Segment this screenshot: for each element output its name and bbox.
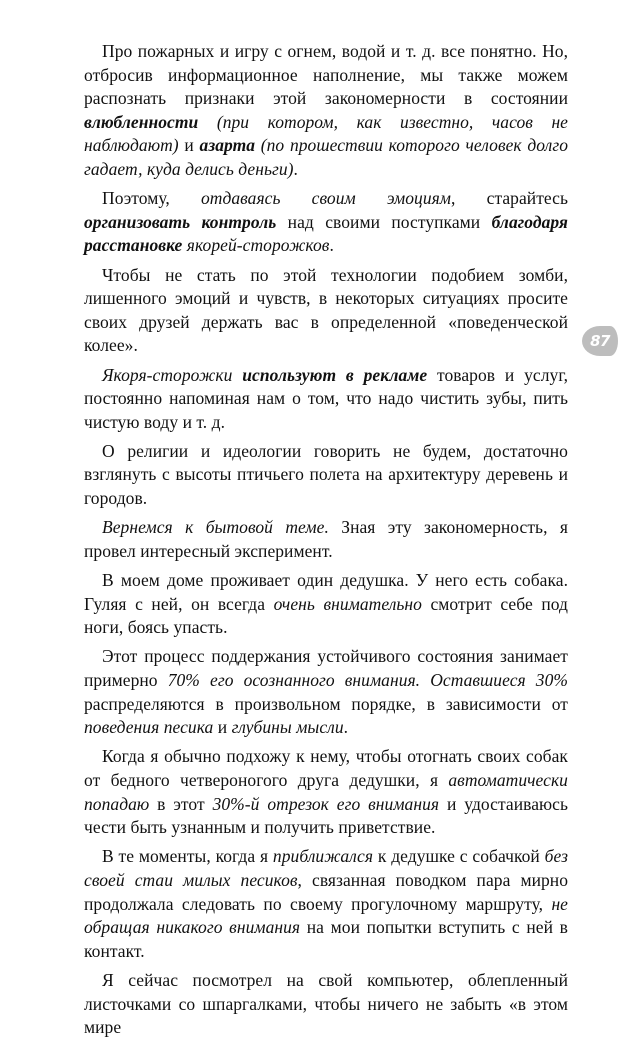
text-segment: азарта xyxy=(199,135,256,156)
text-segment: Зная эту закономерность, я провел интересный эксперимент. xyxy=(84,517,568,561)
text-segment: распределяются в произвольном порядке, в зависимости от xyxy=(84,693,568,714)
text-segment xyxy=(232,365,242,385)
paragraph-p5 xyxy=(84,440,568,511)
text-segment: , связанная поводком пара мирно продолжала следовать по своему прогулочному маршруту, xyxy=(84,869,568,914)
page-number-badge xyxy=(582,326,618,356)
text-segment: смотрит себе под ноги, боясь упасть. xyxy=(84,593,568,638)
text-segment: Я сейчас посмотрел на свой компьютер, облепленный листочками со шпаргалками, чтобы ничего не забыть «в этом мире xyxy=(84,969,568,1038)
text-segment: приближался xyxy=(272,846,374,867)
text-segment: используют в рекламе xyxy=(242,364,428,385)
text-segment: 30%-й отрезок его внимания xyxy=(212,793,440,814)
text-segment: и xyxy=(178,135,200,156)
text-segment: товаров и услуг, постоянно напоминая нам о том, что надо чистить зубы, пить чистую воду и т. д. xyxy=(84,364,569,432)
text-segment: В моем доме проживает один дедушка. У него есть собака. Гуляя с ней, он всегда xyxy=(84,570,568,614)
paragraph-p3 xyxy=(84,264,568,358)
text-segment: влюбленности xyxy=(84,111,199,132)
paragraph-p2 xyxy=(84,187,568,258)
text-segment: очень внимательно xyxy=(273,593,422,614)
paragraph-p10 xyxy=(84,845,568,963)
text-segment: к дедушке с собачкой xyxy=(373,846,545,867)
text-segment: Поэтому, xyxy=(102,188,201,209)
text-segment: О религии и идеологии говорить не будем, достаточно взглянуть с высоты птичьего полета на архитектуру деревень и городов. xyxy=(84,440,568,509)
text-segment: автоматически попадаю xyxy=(84,769,568,814)
text-segment: Якоря-сторожки xyxy=(102,364,233,385)
text-segment: , старайтесь xyxy=(451,188,569,209)
text-segment: благодаря расстановке xyxy=(84,211,569,256)
text-segment: глубины мысли xyxy=(231,717,344,738)
text-segment: в этот xyxy=(149,793,213,814)
text-segment: отдаваясь своим эмоциям xyxy=(200,188,452,209)
text-segment: на мои попытки вступить с ней в контакт. xyxy=(84,917,568,961)
text-segment: над своими поступками xyxy=(276,211,492,232)
paragraph-p9 xyxy=(84,745,568,839)
text-segment: . xyxy=(343,717,349,738)
text-segment: (по прошествии которого человек долго гадает, куда делись деньги) xyxy=(84,135,568,179)
text-segment: Вернемся к бытовой теме. xyxy=(102,517,329,538)
text-segment: и удостаиваюсь чести быть узнанным и получить приветствие. xyxy=(84,793,568,838)
text-segment: Когда я обычно подхожу к нему, чтобы отогнать своих собак от бедного четвероногого друга дедушки, я xyxy=(84,746,568,790)
text-segment: Про пожарных и игру с огнем, водой и т. д. все понятно. Но, отбросив информационное наполнение, мы также можем распознать признаки этой закономерности в состоянии xyxy=(84,41,568,109)
text-segment: Чтобы не стать по этой технологии подобием зомби, лишенного эмоций и чувств, в некоторых ситуациях просите своих друзей держать вас в определенной «поведенческой колее». xyxy=(84,264,568,356)
body-text xyxy=(84,40,568,1040)
paragraph-p7 xyxy=(84,569,568,640)
page-number: 87 xyxy=(590,332,610,350)
text-segment: В те моменты, когда я xyxy=(102,846,273,867)
paragraph-p4 xyxy=(84,364,568,435)
text-segment: организовать контроль xyxy=(84,211,277,232)
text-segment: поведения песика xyxy=(84,717,214,738)
paragraph-p1 xyxy=(84,40,568,182)
paragraph-p11 xyxy=(84,969,568,1040)
text-segment: без своей стаи милых песиков xyxy=(84,846,568,890)
text-segment: 70% его осознанного внимания. Оставшиеся 30% xyxy=(167,670,569,690)
text-segment: . xyxy=(293,158,298,179)
text-segment: якорей-сторожков xyxy=(182,235,330,256)
paragraph-p8 xyxy=(84,645,568,739)
text-segment: . xyxy=(329,235,334,256)
text-segment: и xyxy=(213,717,232,738)
paragraph-p6 xyxy=(84,516,568,563)
text-segment: (при котором, как известно, часов не наблюдают) xyxy=(84,111,568,156)
text-segment: Этот процесс поддержания устойчивого состояния занимает примерно xyxy=(84,646,568,690)
text-segment: не обращая никакого внимания xyxy=(84,893,568,938)
